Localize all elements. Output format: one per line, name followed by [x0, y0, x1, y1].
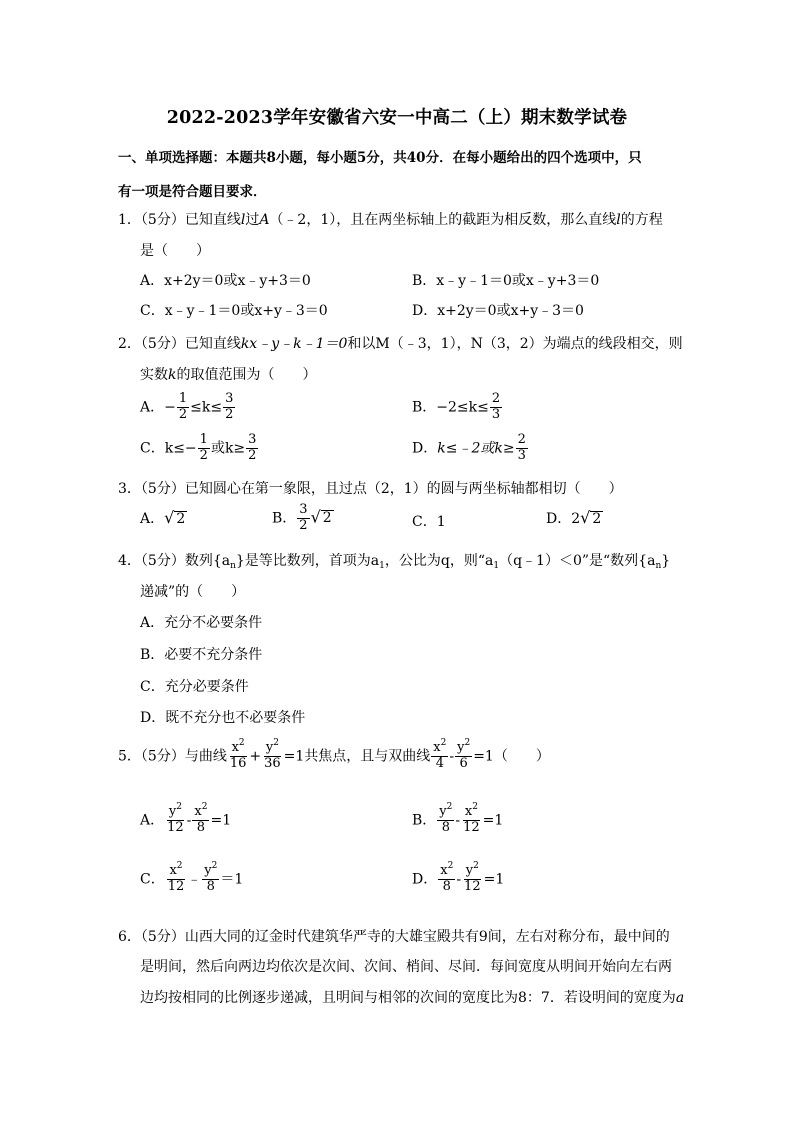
q1-var-l-2: l	[616, 212, 621, 228]
q1-option-a[interactable]: A．x+2y＝0或x﹣y+3＝0	[140, 273, 311, 289]
q2-option-c-frac1	[198, 433, 210, 464]
q5-option-a[interactable]	[140, 802, 232, 836]
q5-c-n2-var: y	[204, 863, 212, 878]
q5-f2-sup: 2	[273, 738, 279, 748]
question-2-stem	[118, 333, 683, 353]
q5-d-n2-var: y	[465, 863, 474, 878]
q5-a-n2-sup: 2	[201, 802, 208, 812]
q2-option-b[interactable]	[412, 392, 503, 423]
q5-frac-3	[431, 738, 448, 772]
q3-option-a[interactable]	[140, 508, 187, 528]
question-1-stem	[118, 209, 663, 229]
q2-option-c[interactable]	[140, 433, 259, 464]
q5-f2-den: 36	[264, 755, 281, 771]
q4-sub-d: n	[655, 561, 662, 571]
q3-b-num: 3	[299, 502, 308, 517]
question-3-stem: 3．（5分）已知圆心在第一象限，且过点（2，1）的圆与两坐标轴都相切（ ）	[118, 481, 623, 497]
q5-b-n2-sup: 2	[472, 802, 478, 812]
q1-var-l: l	[240, 212, 246, 228]
q5-c-frac1	[166, 861, 187, 895]
q4-option-c[interactable]: C．充分必要条件	[140, 679, 249, 695]
q2-option-a[interactable]	[140, 392, 236, 423]
q4-option-b[interactable]: B．必要不充分条件	[140, 647, 263, 663]
q5-option-d[interactable]	[412, 861, 505, 895]
q2-option-c-pre: k≤−	[164, 440, 197, 457]
q5-d-d2: 12	[464, 878, 481, 894]
q4-text-c: ，公比为q，则“a	[384, 553, 494, 569]
q4-option-a[interactable]: A．充分不必要条件	[140, 615, 263, 631]
q2-option-b-frac	[490, 392, 502, 423]
q5-b-n1	[437, 802, 454, 821]
q5-minus: -	[449, 748, 455, 765]
q3-option-c[interactable]: C．1	[412, 514, 446, 530]
q5-d-n2-sup: 2	[473, 861, 479, 871]
q5-c-end: ＝1	[220, 871, 244, 888]
q5-b-minus: -	[455, 812, 461, 829]
q5-d-n2	[464, 861, 481, 880]
q5-d-n1-var: x	[440, 863, 448, 878]
q2-b-den: 3	[491, 406, 501, 422]
sqrt-icon: √	[310, 507, 321, 527]
q5-option-d-label: D．	[412, 871, 438, 888]
q2-a-f1-den: 2	[178, 406, 188, 422]
question-2-stem-line2	[140, 364, 316, 384]
q3-option-d-radicand: 2	[592, 511, 602, 527]
q2-option-d-label: D．	[412, 440, 438, 457]
section-heading-line2: 有一项是符合题目要求．	[118, 184, 267, 200]
q6-text-a: 边均按相同的比例逐步递减，且明间与相邻的次间的宽度比为8：7．若设明间的宽度为	[140, 990, 676, 1006]
q2-option-a-minus: −	[164, 399, 176, 416]
q2-option-c-label: C．	[140, 440, 165, 457]
q2-a-f1-num: 1	[178, 391, 188, 406]
q3-option-b-frac	[297, 503, 309, 534]
q4-text-a: 4．（5分）数列{a	[118, 553, 231, 569]
q5-option-b-label: B．	[412, 812, 437, 829]
q5-a-n1	[167, 802, 184, 821]
q5-a-n1-sup: 2	[176, 802, 182, 812]
sqrt-icon: √	[580, 508, 591, 527]
q5-f1-var: x	[231, 740, 239, 755]
q2-option-b-pre: −2≤k≤	[436, 399, 489, 416]
sqrt-icon: √	[164, 508, 175, 527]
q5-f2-var: y	[265, 740, 274, 755]
q1-option-c[interactable]: C．x﹣y﹣1＝0或x+y﹣3＝0	[140, 303, 328, 319]
q2-option-c-mid: 或k≥	[210, 440, 246, 457]
q3-option-d[interactable]	[546, 508, 603, 528]
q1-option-b[interactable]: B．x﹣y﹣1＝0或x﹣y+3＝0	[412, 273, 600, 289]
q3-option-a-radicand: 2	[176, 511, 186, 527]
q5-d-n1	[438, 861, 455, 880]
q5-b-n1-var: y	[439, 804, 447, 819]
q2-option-a-label: A．	[140, 399, 165, 416]
q1-text-d: 的方程	[620, 212, 663, 228]
q2-c-f1-den: 2	[199, 447, 208, 463]
q5-b-n1-sup: 2	[446, 802, 453, 812]
q2-d-num: 2	[517, 432, 526, 447]
q5-c-n2-sup: 2	[211, 861, 218, 871]
q5-c-d2: 8	[206, 878, 215, 894]
q5-option-c-label: C．	[140, 871, 165, 888]
q1-text-c: （﹣2，1），且在两坐标轴上的截距为相反数，那么直线	[269, 212, 617, 228]
q5-d-d1: 8	[442, 878, 451, 894]
q5-frac-2	[262, 738, 283, 772]
q5-b-n2	[463, 802, 480, 821]
q3-option-b-label: B．	[272, 510, 297, 527]
q5-a-d1: 12	[167, 819, 184, 835]
q5-c-frac2	[202, 861, 219, 895]
q5-d-n1-sup: 2	[447, 861, 454, 871]
question-1-stem-line2: 是（ ）	[140, 243, 210, 259]
q2-equation: kx﹣y﹣k﹣1＝0	[240, 336, 348, 352]
q5-f4-num	[455, 738, 472, 757]
q5-c-d1: 12	[167, 878, 185, 894]
q5-c-minus: ﹣	[187, 871, 202, 888]
q1-text-a: 1．（5分）已知直线	[118, 212, 241, 228]
q5-d-minus: -	[456, 871, 462, 888]
q5-option-b[interactable]	[412, 802, 504, 836]
q1-option-d[interactable]: D．x+2y＝0或x+y﹣3＝0	[412, 303, 584, 319]
q5-a-frac1	[165, 802, 186, 836]
q5-b-frac1	[437, 802, 454, 836]
q5-f3-num	[431, 738, 448, 757]
section-heading-line1: 一、单项选择题：本题共8小题，每小题5分，共40分．在每小题给出的四个选项中，只	[118, 150, 642, 166]
q4-sub-b: 1	[379, 561, 385, 571]
q5-frac-4	[455, 738, 472, 772]
q5-d-frac1	[438, 861, 455, 895]
q5-f3-var: x	[433, 740, 441, 755]
question-4-stem-line2: 递减”的（ ）	[140, 584, 246, 600]
q3-option-d-coef: 2	[571, 511, 581, 527]
q2-option-b-label: B．	[412, 399, 437, 416]
q5-text-c: =1（ ）	[473, 748, 550, 765]
q5-a-d2: 8	[196, 819, 206, 835]
q4-sub-a: n	[230, 561, 236, 571]
q5-b-end: =1	[482, 812, 504, 829]
q5-d-end: =1	[483, 871, 505, 888]
q2-option-a-frac2	[223, 392, 235, 423]
question-6-stem-line3	[140, 987, 684, 1007]
q5-f4-var: y	[457, 740, 465, 755]
q5-c-n1	[167, 861, 184, 880]
q3-option-b[interactable]	[272, 503, 334, 534]
q5-text-b: =1共焦点，且与双曲线	[283, 748, 431, 765]
q5-a-minus: -	[186, 812, 192, 829]
q5-f4-sup: 2	[464, 738, 471, 748]
q2-option-d-pre: k≤﹣2或k≥	[437, 440, 515, 457]
q4-sub-c: 1	[493, 561, 500, 571]
q5-f1-den: 16	[229, 755, 247, 771]
question-6-stem-line1: 6．（5分）山西大同的辽金时代建筑华严寺的大雄宝殿共有9间，左右对称分布，最中间的	[118, 929, 670, 945]
q5-text-a: 5．（5分）与曲线	[118, 748, 227, 765]
q2-text-b: 和以	[347, 336, 376, 352]
q4-option-d[interactable]: D．既不充分也不必要条件	[140, 710, 306, 726]
q2-c-f2-num: 3	[248, 432, 257, 447]
q3-b-den: 2	[299, 517, 308, 533]
q5-f2-num	[264, 738, 281, 757]
q2-b-num: 2	[491, 391, 501, 406]
q5-a-n2	[192, 802, 209, 821]
q5-f3-sup: 2	[440, 738, 447, 748]
q1-var-a: A	[259, 212, 270, 228]
q5-plus: +	[249, 748, 262, 765]
q2-c-f2-den: 2	[248, 447, 257, 463]
question-6-stem-line2: 是明间，然后向两边均依次是次间、次间、梢间、尽间．每间宽度从明间开始向左右两	[140, 959, 672, 975]
q2-a-f2-num: 3	[225, 391, 234, 406]
q2-text-a: 2．（5分）已知直线	[118, 336, 241, 352]
q5-a-n2-var: x	[194, 804, 202, 819]
q5-f1-sup: 2	[238, 738, 245, 748]
q5-c-n1-var: x	[169, 863, 177, 878]
q5-c-n2	[202, 861, 219, 880]
question-4-stem	[118, 550, 670, 570]
q5-f4-den: 6	[459, 755, 468, 771]
q5-a-frac2	[192, 802, 209, 836]
q5-b-n2-var: x	[464, 804, 473, 819]
q4-text-d: （q﹣1）＜0”是“数列{a	[499, 553, 656, 569]
q2-option-a-frac1	[177, 392, 189, 423]
q1-text-b: 过	[245, 212, 260, 228]
q3-option-a-label: A．	[140, 511, 165, 527]
q6-var-a: a	[675, 990, 685, 1006]
q5-a-n1-var: y	[168, 804, 177, 819]
q2-option-d-frac	[516, 433, 528, 464]
q5-b-d2: 12	[463, 819, 480, 835]
q5-b-d1: 8	[441, 819, 450, 835]
q5-b-frac2	[461, 802, 482, 836]
q5-d-frac2	[462, 861, 483, 895]
q5-c-n1-sup: 2	[176, 861, 183, 871]
q2-text-d: 实数	[140, 367, 168, 383]
q2-text-c: M（﹣3，1），N（3，2）为端点的线段相交，则	[375, 336, 683, 352]
q5-frac-1	[228, 738, 249, 772]
q2-a-f2-den: 2	[225, 406, 234, 422]
q4-text-e: }	[661, 553, 671, 569]
q2-c-f1-num: 1	[199, 432, 208, 447]
page-title: 2022-2023学年安徽省六安一中高二（上）期末数学试卷	[166, 108, 628, 128]
q5-f3-den: 4	[435, 755, 444, 771]
q5-option-a-label: A．	[140, 812, 165, 829]
q3-option-d-label: D．	[546, 511, 572, 527]
q2-var-k: k	[168, 367, 177, 383]
q2-d-den: 3	[517, 447, 526, 463]
q4-text-b: }是等比数列，首项为a	[235, 553, 380, 569]
q2-option-a-mid: ≤k≤	[190, 399, 223, 416]
q3-option-b-radicand: 2	[322, 510, 332, 527]
q2-text-e: 的取值范围为（ ）	[176, 367, 317, 383]
q2-option-d[interactable]	[412, 433, 529, 464]
q5-option-c[interactable]	[140, 861, 244, 895]
q5-a-end: =1	[210, 812, 232, 829]
question-5-stem	[118, 738, 550, 772]
q5-f1-num	[230, 738, 247, 757]
q2-option-c-frac2	[246, 433, 258, 464]
